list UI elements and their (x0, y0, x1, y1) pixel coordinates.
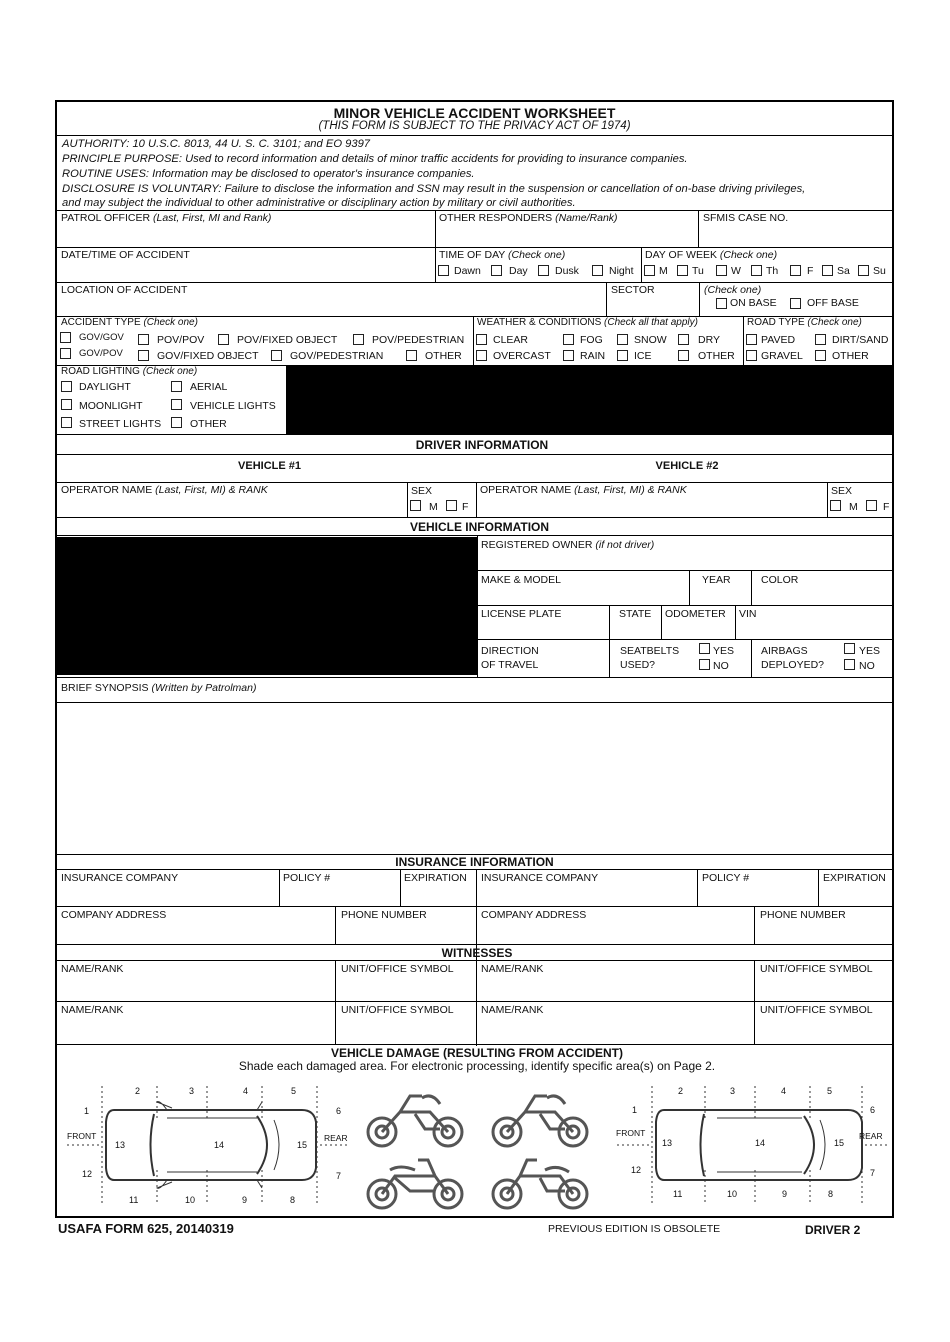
v1-rear-label: REAR (324, 1133, 348, 1143)
registered-owner-label: REGISTERED OWNER (if not driver) (481, 539, 655, 551)
authority-line: AUTHORITY: 10 U.S.C. 8013, 44 U. S. C. 3101; and EO 9397 (62, 138, 371, 150)
witness1-unit-field[interactable] (336, 960, 476, 1001)
night-checkbox[interactable] (592, 265, 603, 276)
vehicle-damage-header: VEHICLE DAMAGE (RESULTING FROM ACCIDENT) (331, 1046, 623, 1060)
v1-zone-7: 7 (336, 1171, 342, 1181)
street-lights-checkbox[interactable] (61, 417, 72, 428)
disclosure-line-2: and may subject the individual to other administrative or disciplinary action by military or civil authorities. (62, 197, 576, 209)
pov-fixed-label: POV/FIXED OBJECT (237, 334, 338, 346)
insurance-company2-field[interactable] (477, 869, 697, 906)
patrol-officer-field[interactable] (57, 210, 435, 247)
insurance-company1-label: INSURANCE COMPANY (61, 872, 179, 884)
witness1-name-field[interactable] (57, 960, 335, 1001)
insurance-company1-field[interactable] (57, 869, 279, 906)
gov-pedestrian-checkbox[interactable] (271, 350, 282, 361)
odometer-label: ODOMETER (665, 608, 726, 620)
vehicle-information-header: VEHICLE INFORMATION (409, 520, 550, 534)
wednesday-label: W (731, 265, 741, 277)
ice-label: ICE (634, 350, 652, 362)
monday-label: M (659, 265, 668, 277)
expiration2-field[interactable] (819, 869, 892, 906)
weather-other-label: OTHER (698, 350, 735, 362)
operator2-label: OPERATOR NAME (Last, First, MI) & RANK (480, 484, 687, 496)
location-field[interactable] (57, 282, 606, 316)
car-diagram-vehicle1[interactable] (62, 1080, 352, 1210)
v1-zone-5: 5 (291, 1086, 297, 1096)
day-checkbox[interactable] (491, 265, 502, 276)
v2-zone-10: 10 (727, 1189, 738, 1199)
clear-label: CLEAR (493, 334, 529, 346)
on-base-checkbox[interactable] (716, 298, 727, 309)
on-base-label: ON BASE (730, 297, 777, 309)
direction-label-2: OF TRAVEL (481, 659, 539, 671)
vehicle-damage-note: Shade each damaged area. For electronic processing, identify specific area(s) on Page 2. (238, 1059, 716, 1073)
sex1-f-label: F (462, 501, 469, 513)
thursday-checkbox[interactable] (751, 265, 762, 276)
synopsis-textarea[interactable] (59, 704, 892, 856)
rain-label: RAIN (580, 350, 606, 362)
witness4-name-label: NAME/RANK (481, 1004, 544, 1016)
snow-checkbox[interactable] (617, 334, 628, 345)
motorcycle-diagrams[interactable] (360, 1084, 610, 1214)
pov-pov-checkbox[interactable] (138, 334, 149, 345)
accident-type-label: ACCIDENT TYPE (Check one) (61, 317, 198, 328)
v2-zone-1: 1 (632, 1105, 638, 1115)
v2-zone-8: 8 (828, 1189, 834, 1199)
dry-checkbox[interactable] (678, 334, 689, 345)
gov-pov-label: GOV/POV (79, 348, 123, 359)
driver-information-header: DRIVER INFORMATION (415, 438, 549, 452)
phone2-field[interactable] (755, 906, 892, 944)
tuesday-checkbox[interactable] (677, 265, 688, 276)
form-number: USAFA FORM 625, 20140319 (58, 1221, 234, 1236)
sunday-label: Su (873, 265, 886, 277)
fog-checkbox[interactable] (563, 334, 574, 345)
gov-fixed-checkbox[interactable] (138, 350, 149, 361)
time-of-day-label: TIME OF DAY (Check one) (439, 249, 566, 261)
sex1-female-checkbox[interactable] (446, 500, 457, 511)
v1-zone-14: 14 (214, 1140, 225, 1150)
license-plate-label: LICENSE PLATE (481, 608, 562, 620)
synopsis-label: BRIEF SYNOPSIS (Written by Patrolman) (61, 682, 257, 694)
airbags-yes-checkbox[interactable] (844, 643, 855, 654)
witness4-unit-label: UNIT/OFFICE SYMBOL (760, 1004, 873, 1016)
friday-label: F (807, 265, 814, 277)
v2-zone-4: 4 (781, 1086, 787, 1096)
night-label: Night (609, 265, 634, 277)
gov-pov-checkbox[interactable] (60, 348, 71, 359)
edition-note: PREVIOUS EDITION IS OBSOLETE (548, 1223, 721, 1235)
friday-checkbox[interactable] (790, 265, 801, 276)
location-label: LOCATION OF ACCIDENT (61, 284, 188, 296)
monday-checkbox[interactable] (644, 265, 655, 276)
v2-rear-label: REAR (859, 1131, 883, 1141)
gov-pedestrian-label: GOV/PEDESTRIAN (290, 350, 384, 362)
witness4-name-field[interactable] (477, 1001, 754, 1044)
off-base-checkbox[interactable] (790, 298, 801, 309)
airbags-no-label: NO (859, 660, 875, 672)
make-model-label: MAKE & MODEL (481, 574, 561, 586)
motorcycle-icon-1 (368, 1096, 462, 1146)
thursday-label: Th (766, 265, 779, 277)
vehicle-lights-label: VEHICLE LIGHTS (190, 400, 276, 412)
sex1-m-label: M (429, 501, 438, 513)
base-check-label: (Check one) (704, 284, 762, 296)
policy1-label: POLICY # (283, 872, 331, 884)
v2-zone-9: 9 (782, 1189, 788, 1199)
expiration1-label: EXPIRATION (404, 872, 467, 884)
insurance-information-header: INSURANCE INFORMATION (395, 855, 554, 869)
redacted-block-1 (286, 365, 892, 434)
airbags-label-2: DEPLOYED? (761, 659, 825, 671)
paved-label: PAVED (761, 334, 796, 346)
expiration2-label: EXPIRATION (823, 872, 886, 884)
sfmis-label: SFMIS CASE NO. (703, 212, 789, 224)
witness3-unit-label: UNIT/OFFICE SYMBOL (341, 1004, 454, 1016)
expiration1-field[interactable] (401, 869, 476, 906)
witness2-name-label: NAME/RANK (481, 963, 544, 975)
snow-label: SNOW (634, 334, 667, 346)
paved-checkbox[interactable] (746, 334, 757, 345)
witness2-unit-field[interactable] (755, 960, 892, 1001)
vin-field[interactable] (736, 605, 892, 639)
form-subtitle: (THIS FORM IS SUBJECT TO THE PRIVACY ACT OF 1974) (318, 120, 631, 132)
make-model-field[interactable] (478, 570, 689, 605)
rain-checkbox[interactable] (563, 350, 574, 361)
operator2-field[interactable] (477, 482, 827, 517)
operator1-label: OPERATOR NAME (Last, First, MI) & RANK (61, 484, 268, 496)
motorcycle-icon-2 (493, 1096, 587, 1146)
off-base-label: OFF BASE (807, 297, 859, 309)
weather-label: WEATHER & CONDITIONS (Check all that apply) (477, 317, 698, 328)
seatbelts-label-2: USED? (620, 659, 656, 671)
v2-zone-5: 5 (827, 1086, 833, 1096)
v1-zone-2: 2 (135, 1086, 141, 1096)
clear-checkbox[interactable] (476, 334, 487, 345)
day-label: Day (509, 265, 528, 277)
v1-zone-3: 3 (189, 1086, 195, 1096)
sex2-label: SEX (831, 485, 853, 497)
copy-designation: DRIVER 2 (805, 1223, 861, 1237)
insurance-company2-label: INSURANCE COMPANY (481, 872, 599, 884)
dawn-checkbox[interactable] (438, 265, 449, 276)
seatbelts-no-label: NO (713, 660, 729, 672)
vehicle2-header: VEHICLE #2 (655, 460, 719, 472)
v2-zone-2: 2 (678, 1086, 684, 1096)
operator1-field[interactable] (57, 482, 407, 517)
v2-zone-12: 12 (631, 1165, 642, 1175)
v1-zone-9: 9 (242, 1195, 248, 1205)
tuesday-label: Tu (692, 265, 704, 277)
sector-field[interactable] (607, 282, 699, 316)
sfmis-case-field[interactable] (699, 210, 892, 247)
witness1-name-label: NAME/RANK (61, 963, 124, 975)
direction-field[interactable] (478, 639, 609, 677)
lighting-other-label: OTHER (190, 418, 227, 430)
car-diagram-vehicle2[interactable] (612, 1080, 892, 1210)
registered-owner-field[interactable] (478, 535, 892, 570)
v1-zone-12: 12 (82, 1169, 93, 1179)
saturday-label: Sa (837, 265, 850, 277)
pov-pov-label: POV/POV (157, 334, 205, 346)
vin-label: VIN (739, 608, 757, 620)
weather-other-checkbox[interactable] (678, 350, 689, 361)
direction-label-1: DIRECTION (481, 645, 539, 657)
company-address1-label: COMPANY ADDRESS (61, 909, 167, 921)
sex1-label: SEX (411, 485, 433, 497)
v2-zone-6: 6 (870, 1105, 876, 1115)
purpose-line: PRINCIPLE PURPOSE: Used to record information and details of minor traffic accidents for providing to insurance companies. (62, 153, 688, 165)
sunday-checkbox[interactable] (858, 265, 869, 276)
v1-zone-10: 10 (185, 1195, 196, 1205)
seatbelts-label-1: SEATBELTS (620, 645, 680, 657)
seatbelts-no-checkbox[interactable] (699, 659, 710, 670)
v1-zone-13: 13 (115, 1140, 126, 1150)
color-field[interactable] (752, 570, 892, 605)
sex2-f-label: F (883, 501, 890, 513)
year-field[interactable] (690, 570, 751, 605)
company-address1-field[interactable] (57, 906, 335, 944)
sex2-m-label: M (849, 501, 858, 513)
seatbelts-yes-label: YES (713, 645, 735, 657)
v1-zone-6: 6 (336, 1106, 342, 1116)
witness3-name-field[interactable] (57, 1001, 335, 1044)
state-label: STATE (619, 608, 652, 620)
overcast-checkbox[interactable] (476, 350, 487, 361)
road-lighting-label: ROAD LIGHTING (Check one) (61, 366, 198, 377)
company-address2-field[interactable] (477, 906, 754, 944)
ice-checkbox[interactable] (617, 350, 628, 361)
aerial-checkbox[interactable] (171, 381, 182, 392)
year-label: YEAR (702, 574, 731, 586)
redacted-block-2 (57, 537, 477, 675)
witness2-name-field[interactable] (477, 960, 754, 1001)
sex1-male-checkbox[interactable] (410, 500, 421, 511)
odometer-field[interactable] (662, 605, 735, 639)
accident-other-checkbox[interactable] (406, 350, 417, 361)
motorcycle-icon-4 (493, 1160, 587, 1208)
accident-worksheet-form (55, 100, 894, 1218)
dawn-label: Dawn (454, 265, 481, 277)
v2-zone-13: 13 (662, 1138, 673, 1148)
gov-gov-checkbox[interactable] (60, 332, 71, 343)
patrol-officer-label: PATROL OFFICER (Last, First, MI and Rank) (61, 212, 272, 224)
pov-pedestrian-label: POV/PEDESTRIAN (372, 334, 465, 346)
v2-front-label: FRONT (616, 1128, 646, 1138)
fog-label: FOG (580, 334, 603, 346)
dusk-label: Dusk (555, 265, 579, 277)
pov-pedestrian-checkbox[interactable] (353, 334, 364, 345)
phone1-label: PHONE NUMBER (341, 909, 427, 921)
road-other-checkbox[interactable] (815, 350, 826, 361)
witness4-unit-field[interactable] (755, 1001, 892, 1044)
moonlight-checkbox[interactable] (61, 399, 72, 410)
color-label: COLOR (761, 574, 799, 586)
lighting-other-checkbox[interactable] (171, 417, 182, 428)
overcast-label: OVERCAST (493, 350, 551, 362)
disclosure-line: DISCLOSURE IS VOLUNTARY: Failure to disclose the information and SSN may result in the suspension or cancellation of on-base driving privileges, (62, 183, 806, 195)
gravel-checkbox[interactable] (746, 350, 757, 361)
policy2-field[interactable] (698, 869, 818, 906)
form-title: MINOR VEHICLE ACCIDENT WORKSHEET (333, 105, 616, 121)
dirt-sand-label: DIRT/SAND (832, 334, 889, 346)
gravel-label: GRAVEL (761, 350, 803, 362)
v1-zone-4: 4 (243, 1086, 249, 1096)
road-other-label: OTHER (832, 350, 869, 362)
dirt-sand-checkbox[interactable] (815, 334, 826, 345)
license-plate-field[interactable] (478, 605, 609, 639)
date-time-field[interactable] (57, 247, 435, 282)
moonlight-label: MOONLIGHT (79, 400, 143, 412)
seatbelts-yes-checkbox[interactable] (699, 643, 710, 654)
sex2-male-checkbox[interactable] (830, 500, 841, 511)
vehicle-lights-checkbox[interactable] (171, 399, 182, 410)
street-lights-label: STREET LIGHTS (79, 418, 162, 430)
gov-gov-label: GOV/GOV (79, 332, 124, 343)
witness3-unit-field[interactable] (336, 1001, 476, 1044)
v1-front-label: FRONT (67, 1131, 97, 1141)
v2-zone-15: 15 (834, 1138, 845, 1148)
accident-other-label: OTHER (425, 350, 462, 362)
witness2-unit-label: UNIT/OFFICE SYMBOL (760, 963, 873, 975)
witness3-name-label: NAME/RANK (61, 1004, 124, 1016)
policy1-field[interactable] (280, 869, 400, 906)
v2-zone-3: 3 (730, 1086, 736, 1096)
pov-fixed-checkbox[interactable] (218, 334, 229, 345)
day-of-week-label: DAY OF WEEK (Check one) (645, 249, 778, 261)
dry-label: DRY (698, 334, 720, 346)
v2-zone-11: 11 (673, 1189, 683, 1199)
road-type-label: ROAD TYPE (Check one) (747, 317, 862, 328)
motorcycle-icon-3 (368, 1160, 462, 1208)
routine-uses-line: ROUTINE USES: Information may be disclosed to operator's insurance companies. (62, 168, 475, 180)
phone2-label: PHONE NUMBER (760, 909, 846, 921)
airbags-label-1: AIRBAGS (761, 645, 808, 657)
sex2-female-checkbox[interactable] (866, 500, 877, 511)
company-address2-label: COMPANY ADDRESS (481, 909, 587, 921)
gov-fixed-label: GOV/FIXED OBJECT (157, 350, 259, 362)
airbags-no-checkbox[interactable] (844, 659, 855, 670)
daylight-checkbox[interactable] (61, 381, 72, 392)
saturday-checkbox[interactable] (822, 265, 833, 276)
daylight-label: DAYLIGHT (79, 381, 131, 393)
dusk-checkbox[interactable] (538, 265, 549, 276)
v1-zone-1: 1 (84, 1106, 90, 1116)
state-field[interactable] (610, 605, 661, 639)
date-time-label: DATE/TIME OF ACCIDENT (61, 249, 190, 261)
witnesses-header: WITNESSES (441, 946, 513, 960)
v1-zone-8: 8 (290, 1195, 296, 1205)
aerial-label: AERIAL (190, 381, 228, 393)
other-responders-field[interactable] (436, 210, 698, 247)
sector-label: SECTOR (611, 284, 655, 296)
policy2-label: POLICY # (702, 872, 750, 884)
other-responders-label: OTHER RESPONDERS (Name/Rank) (439, 212, 618, 224)
vehicle1-header: VEHICLE #1 (238, 460, 301, 472)
phone1-field[interactable] (336, 906, 476, 944)
v1-zone-11: 11 (129, 1195, 139, 1205)
v1-zone-15: 15 (297, 1140, 308, 1150)
airbags-yes-label: YES (859, 645, 881, 657)
wednesday-checkbox[interactable] (716, 265, 727, 276)
v2-zone-14: 14 (755, 1138, 766, 1148)
v2-zone-7: 7 (870, 1168, 876, 1178)
witness1-unit-label: UNIT/OFFICE SYMBOL (341, 963, 454, 975)
